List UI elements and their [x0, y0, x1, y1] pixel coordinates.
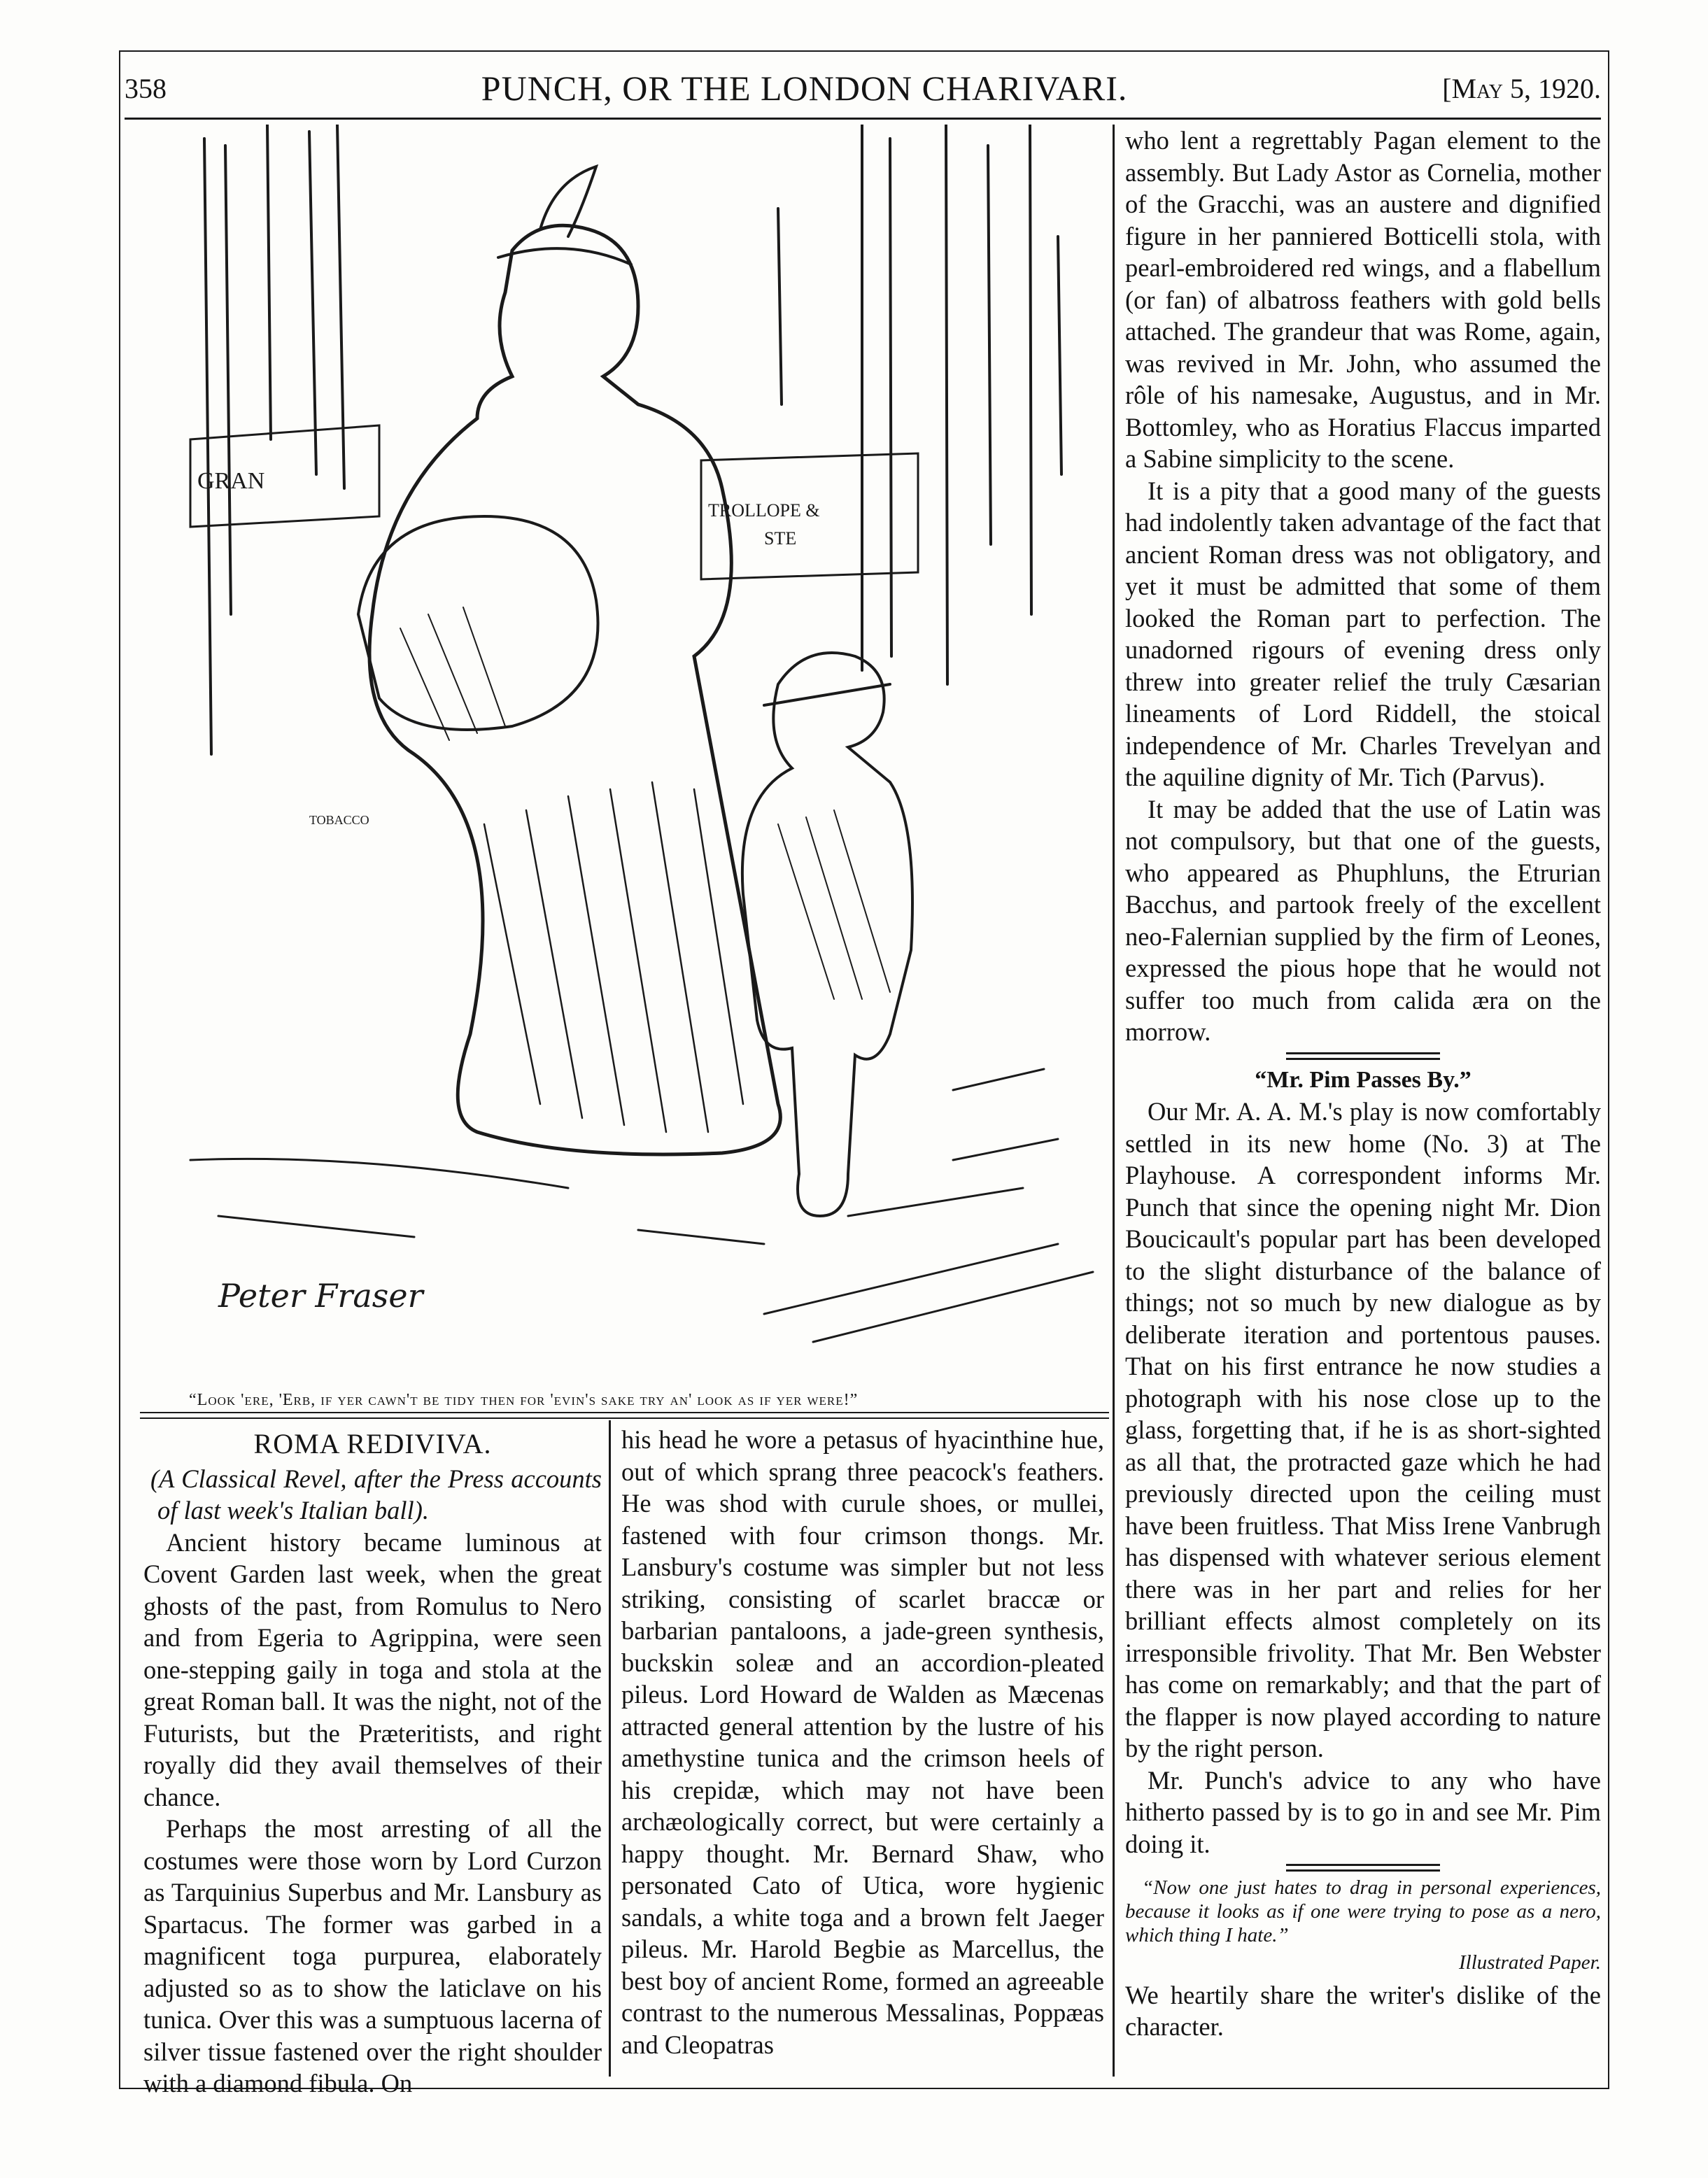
publication-title: PUNCH, OR THE LONDON CHARIVARI.	[481, 69, 1128, 108]
header-rule	[125, 118, 1601, 120]
section-divider	[1286, 1864, 1440, 1872]
article-paragraph: Ancient history became luminous at Covent Garden last week, when the great ghosts of the past, from Romulus to Nero and from Egeria to Agrippina, were seen one-stepping gaily in toga and stola at the great Roman ball. It was the night, not of the Futurists, but the Præteritists, and right royally did they avail themselves of their chance.	[143, 1527, 602, 1811]
article-paragraph: It is a pity that a good many of the guests had indolently taken advantage of the fact that ancient Roman dress was not obligatory, and yet it must be admitted that some of them looked the Roman part to perfection. The unadorned rigours of evening dress only threw into greater relief the truly Cæsarian lineaments of Lord Riddell, the stoical independence of Mr. Charles Trevelyan and the aquiline dignity of Mr. Tich (Parvus).	[1125, 476, 1601, 791]
section-divider	[1286, 1052, 1440, 1060]
pim-paragraph: Mr. Punch's advice to any who have hitherto passed by is to go in and see Mr. Pim doing it.	[1125, 1765, 1601, 1858]
pim-title: “Mr. Pim Passes By.”	[1255, 1066, 1471, 1093]
cartoon-caption: “Look 'ere, 'Erb, if yer cawn't be tidy then for 'evin's sake try an' look as if yer were!”	[189, 1391, 859, 1409]
article-column-2	[621, 1424, 1104, 2060]
shop-sign-right-2: STE	[764, 528, 797, 549]
quote-source: Illustrated Paper.	[1459, 1951, 1601, 1974]
artist-signature: Peter Fraser	[218, 1277, 423, 1315]
cartoon-illustration	[148, 125, 1107, 1377]
article-subtitle: (A Classical Revel, after the Press accounts of last week's Italian ball).	[150, 1464, 602, 1525]
page-number: 358	[125, 72, 167, 104]
article-column-3	[1125, 125, 1601, 2043]
shop-sign-left: GRAN	[197, 468, 265, 494]
shop-sign-right-1: TROLLOPE &	[708, 500, 820, 521]
shop-sign-tobacco: TOBACCO	[309, 813, 369, 827]
article-column-1	[143, 1424, 602, 2100]
article-title: ROMA REDIVIVA.	[253, 1428, 492, 1459]
press-quote: “Now one just hates to drag in personal experiences, because it looks as if one were trying to pose as a nero, which thing I hate.”	[1125, 1876, 1601, 1946]
issue-date: [May 5, 1920.	[1442, 72, 1601, 104]
illustration-rule	[140, 1412, 1109, 1413]
column-rule-left	[609, 1420, 611, 2077]
pim-paragraph: Our Mr. A. A. M.'s play is now comfortably settled in its new home (No. 3) at The Playhouse. A correspondent informs Mr. Punch that since the opening night Mr. Dion Boucicault's popular part has been developed to the slight disturbance of the balance of things; not so much by new dialogue as by deliberate iteration and portentous pauses. That on his first entrance he now studies a photograph with his nose close up to the glass, forgetting that, if he is as short-sighted as all that, the protracted gaze which he had previously directed upon the ceiling must have been fruitless. That Miss Irene Vanbrugh has dispensed with whatever serious element there was in her part and relies for her brilliant effects almost completely on its irresponsible frivolity. That Mr. Ben Webster has come on remarkably; and that the part of the flapper is now played according to nature by the right person.	[1125, 1097, 1601, 1762]
article-paragraph: It may be added that the use of Latin was not compulsory, but that one of the guests, who appeared as Phuphluns, the Etrurian Bacchus, and partook freely of the excellent neo-Falernian supplied by the firm of Leones, expressed the pious hope that he would not suffer too much from calida æra on the morrow.	[1125, 794, 1601, 1046]
article-paragraph: Perhaps the most arresting of all the costumes were those worn by Lord Curzon as Tarquinius Superbus and Mr. Lansbury as Spartacus. The former was garbed in a magnificent toga purpurea, elaborately adjusted so as to show the laticlave on his tunica. Over this was a sumptuous lacerna of silver tissue fastened over the right shoulder with a diamond fibula. On	[143, 1814, 602, 2098]
article-paragraph: his head he wore a petasus of hyacinthine hue, out of which sprang three peacock's feathers. He was shod with curule shoes, or mullei, fastened with four crimson thongs. Mr. Lansbury's costume was simpler but not less striking, consisting of scarlet braccæ or barbarian pantaloons, a jade-green synthesis, buckskin soleæ and an accordion-pleated pileus. Lord Howard de Walden as Mæcenas attracted general attention by the lustre of his amethystine tunica and the crimson heels of his crepidæ, which may not have been archæologically correct, but were certainly a happy thought. Mr. Bernard Shaw, who personated Cato of Utica, wore hygienic sandals, a white toga and a brown felt Jaeger pileus. Mr. Harold Begbie as Marcellus, the best boy of ancient Rome, formed an agreeable contrast to the numerous Messalinas, Poppæas and Cleopatras	[621, 1425, 1104, 2059]
page-header	[125, 60, 1601, 116]
article-paragraph: who lent a regrettably Pagan element to the assembly. But Lady Astor as Cornelia, mother of the Gracchi, was an austere and dignified figure in her panniered Botticelli stola, with pearl-embroidered red wings, and a flabellum (or fan) of albatross feathers with gold bells attached. The grandeur that was Rome, again, was revived in Mr. John, who assumed the rôle of his namesake, Augustus, and in Mr. Bottomley, who as Horatius Flaccus imparted a Sabine simplicity to the scene.	[1125, 126, 1601, 473]
column-rule-right	[1113, 125, 1115, 2077]
quote-comment: We heartily share the writer's dislike of the character.	[1125, 1980, 1601, 2041]
illustration-rule-2	[140, 1417, 1109, 1419]
